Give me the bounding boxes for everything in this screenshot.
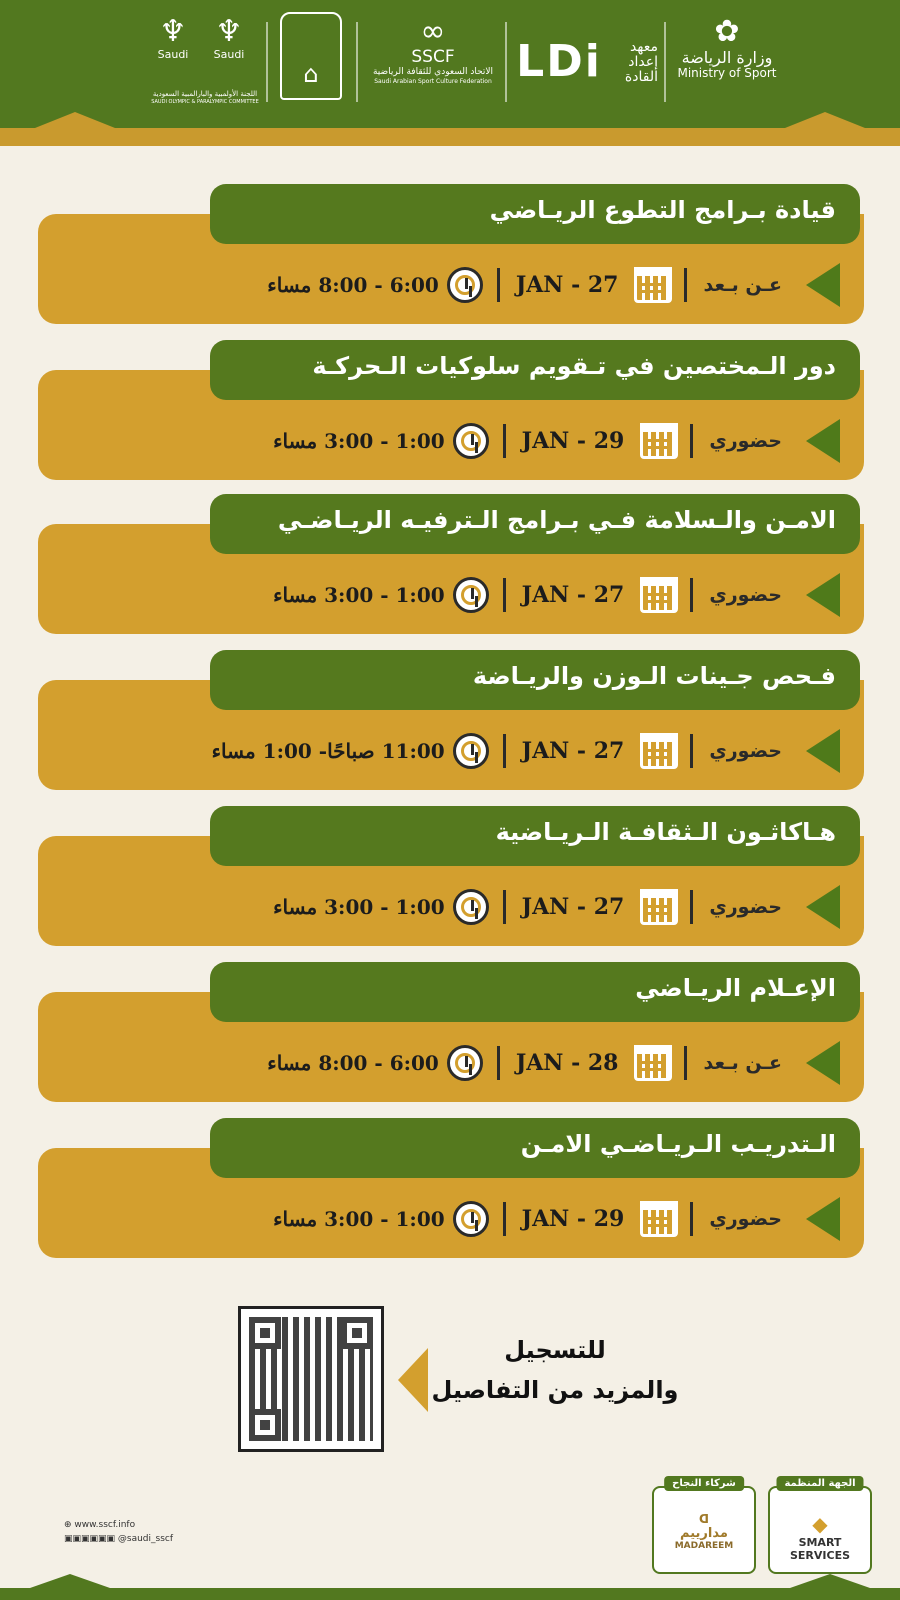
event-details: [267, 264, 840, 306]
footer-bar: [0, 1588, 900, 1600]
mosque-icon: ⌂: [303, 60, 319, 88]
event-card: [0, 184, 900, 324]
footer-contact: [64, 1518, 173, 1546]
event-details: [267, 1042, 840, 1084]
event-mode: حضوري: [709, 584, 782, 606]
social-text: @saudi_sscf: [117, 1534, 174, 1544]
ldi-arabic: [604, 40, 658, 85]
ldi-ar-2: إعداد: [628, 54, 658, 70]
organizer-badge: [768, 1478, 872, 1574]
website-link[interactable]: [64, 1518, 173, 1532]
event-mode: عـن بـعد: [703, 1052, 782, 1074]
qr-finder-icon: [249, 1317, 281, 1349]
globe-icon: ⊕: [64, 1520, 75, 1530]
diamond-grid-icon: ◆: [812, 1512, 828, 1536]
clock-icon: [453, 577, 489, 613]
ldi-ar-1: معهد: [629, 39, 658, 55]
event-card: [0, 494, 900, 634]
committee-en: SAUDI OLYMPIC & PARALYMPIC COMMITTEE: [151, 99, 259, 105]
ministry-logo: [672, 16, 782, 80]
divider: [690, 1202, 693, 1236]
ministry-ar: وزارة الرياضة: [681, 48, 773, 67]
clock-icon: [453, 733, 489, 769]
clock-icon: [447, 267, 483, 303]
arrow-marker-icon: [806, 263, 840, 307]
event-time: 1:00 - 3:00 مساء: [273, 583, 445, 607]
event-title: قيادة بـرامج التطوع الريـاضي: [210, 184, 860, 244]
divider: [684, 268, 687, 302]
divider: [690, 424, 693, 458]
header-divider: [505, 22, 507, 102]
event-time: 6:00 - 8:00 مساء: [267, 273, 439, 297]
event-time: 1:00 - 3:00 مساء: [273, 429, 445, 453]
calendar-icon: [640, 889, 678, 925]
divider: [497, 268, 500, 302]
arrow-marker-icon: [806, 1197, 840, 1241]
calendar-icon: [634, 1045, 672, 1081]
arrow-marker-icon: [806, 729, 840, 773]
event-mode: حضوري: [709, 430, 782, 452]
event-title: فـحص جـينات الـوزن والريـاضة: [210, 650, 860, 710]
header-corner-left: [30, 112, 120, 130]
ldi-ar-3: القادة: [624, 69, 658, 85]
event-title: الامـن والـسلامة فـي بـرامج الـترفيـه الريـاضـي: [210, 494, 860, 554]
event-date: JAN - 29: [521, 428, 625, 454]
event-mode: حضوري: [709, 1208, 782, 1230]
divider: [503, 734, 506, 768]
flower-emblem-icon: ✿: [714, 14, 740, 49]
event-card: [0, 962, 900, 1102]
divider: [690, 578, 693, 612]
olympic-logo: [204, 16, 254, 61]
ldi-logo: [514, 36, 604, 87]
calendar-icon: [640, 577, 678, 613]
social-icons: ▣▣▣▣▣▣: [64, 1534, 118, 1544]
event-title: الـتدريـب الـريـاضـي الامـن: [210, 1118, 860, 1178]
social-handle[interactable]: [64, 1532, 173, 1546]
event-time: 1:00 - 3:00 مساء: [273, 1207, 445, 1231]
clock-icon: [453, 423, 489, 459]
partner-name-en: MADAREEM: [674, 1541, 734, 1551]
event-mode: حضوري: [709, 896, 782, 918]
website-text: www.sscf.info: [74, 1520, 136, 1530]
sscf-ar: الاتحاد السعودي للثقافة الرياضية: [372, 67, 494, 77]
divider: [503, 578, 506, 612]
madareem-mark-icon: ᗡ: [699, 1512, 709, 1526]
calendar-icon: [634, 267, 672, 303]
partner-name-ar: مدارييم: [680, 1526, 728, 1541]
ministry-en: Ministry of Sport: [677, 66, 777, 80]
sscf-en: Saudi Arabian Sport Culture Federation: [374, 78, 492, 85]
qr-finder-icon: [249, 1409, 281, 1441]
arrow-marker-icon: [806, 573, 840, 617]
palm-infinity-icon: ∞: [420, 14, 446, 49]
event-mode: حضوري: [709, 740, 782, 762]
event-date: JAN - 28: [515, 1050, 619, 1076]
arrow-marker-icon: [806, 885, 840, 929]
event-mode: عـن بـعد: [703, 274, 782, 296]
event-time: 11:00 صباحًا- 1:00 مساء: [211, 739, 445, 763]
divider: [503, 424, 506, 458]
arrow-marker-icon: [806, 1041, 840, 1085]
divider: [690, 734, 693, 768]
event-card: [0, 340, 900, 480]
event-title: هـاكاثـون الـثقافـة الـريـاضية: [210, 806, 860, 866]
sscf-logo: [368, 16, 498, 86]
event-details: [273, 420, 840, 462]
event-details: [212, 730, 840, 772]
event-card: [0, 806, 900, 946]
arrow-marker-icon: [806, 419, 840, 463]
committee-caption: [140, 90, 270, 106]
header-gold-strip: [0, 128, 900, 146]
event-date: JAN - 27: [515, 272, 619, 298]
organizer-tag: الجهة المنظمة: [776, 1476, 863, 1491]
divider: [684, 1046, 687, 1080]
event-date: JAN - 27: [521, 738, 625, 764]
event-card: [0, 650, 900, 790]
university-logo: [280, 12, 342, 100]
event-date: JAN - 27: [521, 894, 625, 920]
clock-icon: [453, 889, 489, 925]
event-title: دور الـمختصين في تـقويم سلوكيات الـحركـة: [210, 340, 860, 400]
divider: [690, 890, 693, 924]
registration-line-1: للتسجيل: [504, 1336, 606, 1364]
olympic-label: Saudi: [213, 48, 245, 61]
event-date: JAN - 29: [521, 1206, 625, 1232]
divider: [503, 890, 506, 924]
qr-pattern: [249, 1317, 373, 1441]
palm-swords-icon: ♆: [215, 14, 243, 49]
palm-swords-icon: ♆: [159, 14, 187, 49]
divider: [497, 1046, 500, 1080]
event-time: 6:00 - 8:00 مساء: [267, 1051, 439, 1075]
event-date: JAN - 27: [521, 582, 625, 608]
event-card: [0, 1118, 900, 1258]
event-time: 1:00 - 3:00 مساء: [273, 895, 445, 919]
event-details: [273, 1198, 840, 1240]
header-divider: [356, 22, 358, 102]
registration-qr-code[interactable]: [238, 1306, 384, 1452]
committee-ar: اللجنة الأولمبية والبارالمبية السعودية: [152, 90, 258, 98]
registration-text: [430, 1330, 680, 1410]
smart-services-logo: [770, 1512, 870, 1562]
calendar-icon: [640, 733, 678, 769]
calendar-icon: [640, 423, 678, 459]
clock-icon: [447, 1045, 483, 1081]
paralympic-logo: [148, 16, 198, 61]
registration-line-2: والمزيد من التفاصيل: [431, 1376, 679, 1404]
paralympic-label: Saudi: [157, 48, 189, 61]
partner-tag: شركاء النجاح: [664, 1476, 744, 1491]
divider: [503, 1202, 506, 1236]
header-corner-right: [780, 112, 870, 130]
event-details: [273, 886, 840, 928]
organizer-name: SMART SERVICES: [789, 1536, 851, 1562]
partner-badge: [652, 1478, 756, 1574]
event-details: [273, 574, 840, 616]
clock-icon: [453, 1201, 489, 1237]
qr-finder-icon: [341, 1317, 373, 1349]
event-title: الإعـلام الريـاضي: [210, 962, 860, 1022]
madareem-logo: [654, 1512, 754, 1551]
header-divider: [664, 22, 666, 102]
header-banner: [0, 0, 900, 128]
calendar-icon: [640, 1201, 678, 1237]
ldi-abbr: LDi: [516, 36, 602, 87]
sscf-abbr: SSCF: [411, 47, 455, 67]
header-divider: [266, 22, 268, 102]
pointer-arrow-icon: [398, 1348, 428, 1412]
